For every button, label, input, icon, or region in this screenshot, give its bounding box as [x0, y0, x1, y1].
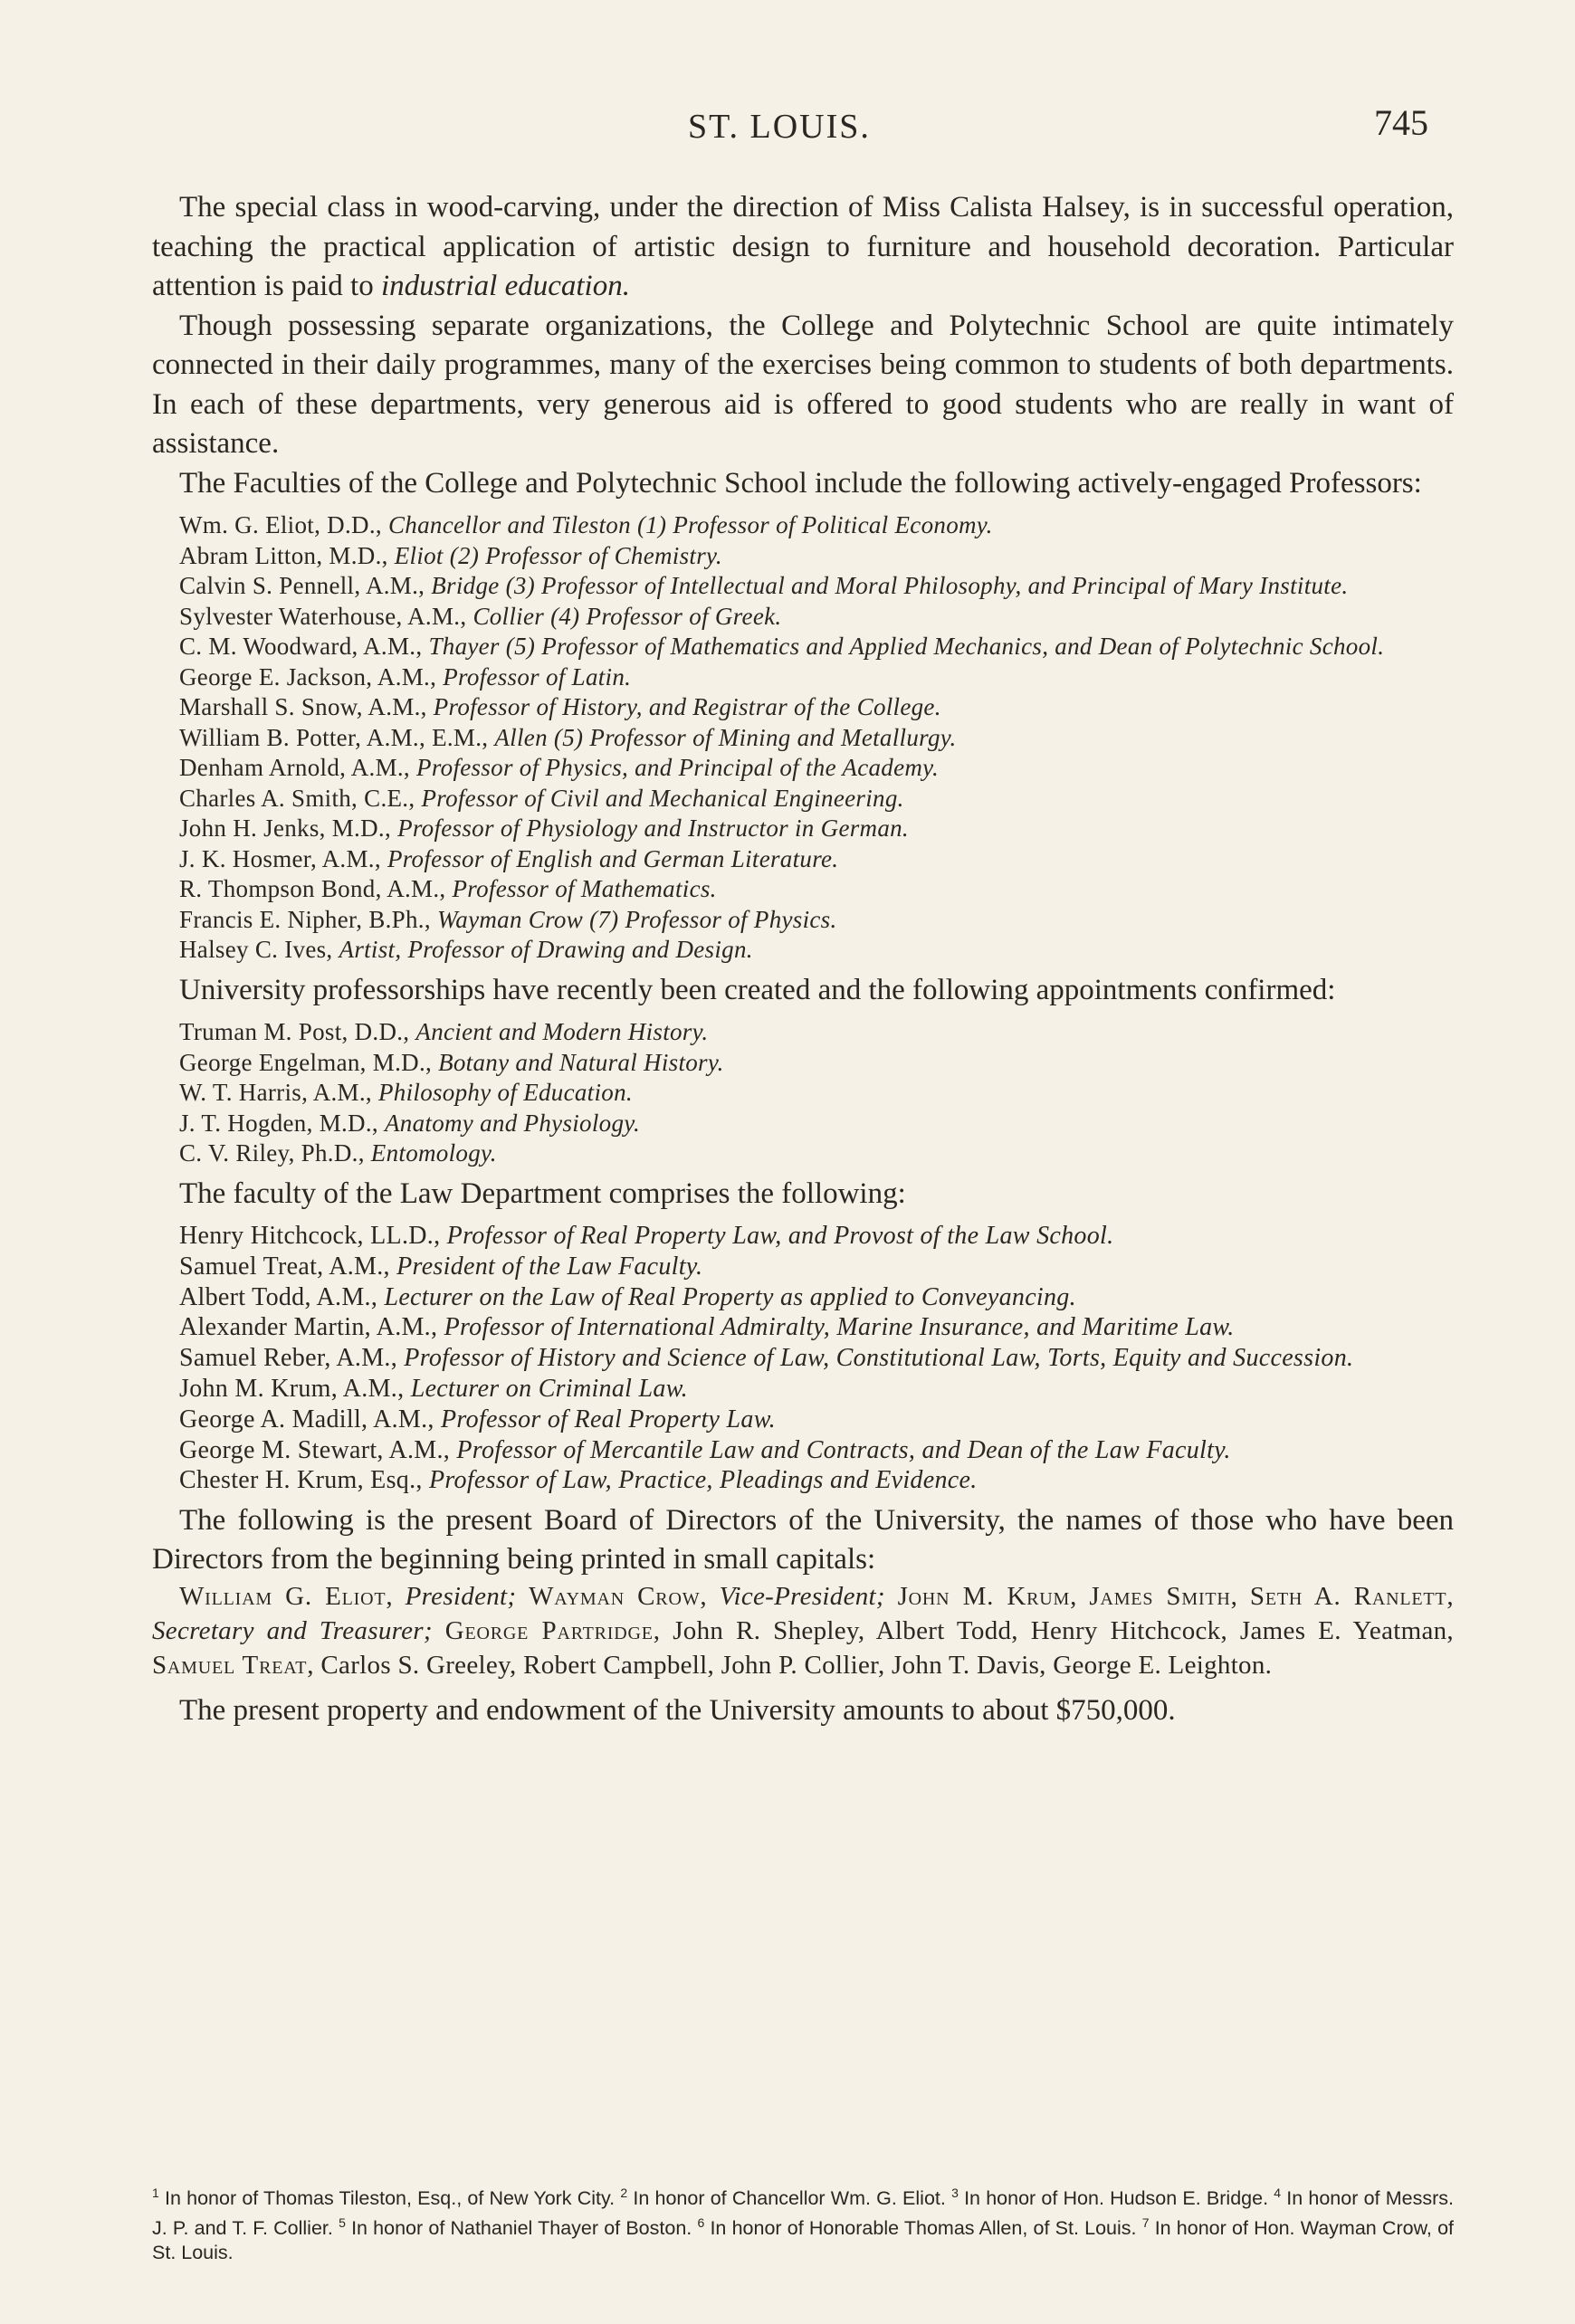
directors-list: William G. Eliot, President; Wayman Crow, Vice-President; John M. Krum, James Smith, Seth A. Ranlett, Secretary and Treasurer; George Partridge, John R. Shepley, Albert Todd, Henry Hitchcock, James E. Yeatman, Samuel Treat, Carlos S. Greeley, Robert Campbell, John P. Collier, John T. Davis, George E. Leighton. [152, 1582, 1454, 1681]
law-faculty-entry [179, 1282, 1454, 1313]
running-title: ST. LOUIS. [688, 108, 871, 146]
director-role: Vice-President; [719, 1582, 885, 1612]
professor-name: William B. Potter, A.M., E.M., [179, 723, 495, 751]
faculty-name: George A. Madill, A.M., [179, 1405, 442, 1433]
professor-entry [179, 784, 1454, 814]
law-faculty-entry [179, 1343, 1454, 1374]
director-role: President; [405, 1582, 517, 1612]
paragraph-board-of-directors: The following is the present Board of Directors of the University, the names of those who have been Directors from the beginning being printed in small capitals: [152, 1504, 1454, 1576]
faculty-name: George M. Stewart, A.M., [179, 1435, 457, 1464]
faculty-title: President of the Law Faculty. [396, 1252, 703, 1281]
body-text [152, 188, 1454, 1731]
law-faculty-entry [179, 1465, 1454, 1496]
professor-entry [179, 874, 1454, 905]
professor-entry [179, 571, 1454, 602]
professor-title: Professor of Civil and Mechanical Engineering. [421, 784, 904, 812]
professor-name: C. M. Woodward, A.M., [179, 633, 429, 660]
paragraph-wood-carving [152, 188, 1454, 307]
footnote-number: 7 [1141, 2215, 1150, 2231]
professor-name: Wm. G. Eliot, D.D., [179, 511, 388, 538]
director-role: Secretary and Treasurer; [152, 1616, 433, 1646]
footnote-number: 3 [951, 2186, 959, 2200]
faculty-title: Lecturer on Criminal Law. [410, 1374, 688, 1403]
professor-name: Denham Arnold, A.M., [179, 754, 417, 781]
faculty-name: Henry Hitchcock, LL.D., [179, 1222, 447, 1250]
footnote-text: In honor of Thomas Tileston, Esq., of New York City. [165, 2187, 616, 2210]
professor-title: Botany and Natural History. [438, 1048, 724, 1076]
professor-name: J. K. Hosmer, A.M., [179, 844, 387, 872]
faculty-title: Professor of Mercantile Law and Contracts, and Dean of the Law Faculty. [456, 1435, 1231, 1464]
director-name: Wayman Crow [529, 1582, 701, 1612]
page-number: 745 [1374, 102, 1428, 143]
footnote-number: 6 [697, 2215, 705, 2231]
professor-name: Francis E. Nipher, B.Ph., [179, 905, 437, 933]
faculty-name: Albert Todd, A.M., [179, 1282, 385, 1311]
faculty-name: Samuel Reber, A.M., [179, 1344, 405, 1373]
professor-title: Professor of Physics, and Principal of the Academy. [416, 754, 940, 781]
director-name: George Partridge [444, 1616, 654, 1646]
director-name: John M. Krum [897, 1582, 1071, 1612]
professor-name: W. T. Harris, A.M., [179, 1079, 378, 1106]
professor-name: Truman M. Post, D.D., [179, 1018, 416, 1045]
professor-entry [179, 1048, 1454, 1079]
professor-title: Philosophy of Education. [378, 1079, 633, 1106]
paragraph-faculties: The Faculties of the College and Polytechnic School include the following actively-engaged Professors: [179, 466, 1422, 500]
director-name: James Smith [1089, 1582, 1231, 1612]
law-faculty-entry [179, 1221, 1454, 1252]
professor-title: Ancient and Modern History. [415, 1018, 709, 1045]
law-faculty-entry [179, 1405, 1454, 1435]
professor-entry [179, 1109, 1454, 1139]
director-name: Seth A. Ranlett [1249, 1582, 1447, 1612]
professor-title: Professor of Mathematics. [452, 875, 717, 902]
paragraph-organizations: Though possessing separate organizations, the College and Polytechnic School are quite intimately connected in their daily programmes, many of the exercises being common to students of both departments. In each of these departments, very generous aid is offered to good students who are really in want of assistance. [152, 309, 1454, 460]
faculty-name: Samuel Treat, A.M., [179, 1252, 397, 1281]
law-faculty-entry [179, 1312, 1454, 1343]
law-faculty-entry [179, 1374, 1454, 1405]
law-faculty-entry [179, 1252, 1454, 1282]
faculty-title: Professor of History and Science of Law, Constitutional Law, Torts, Equity and Succession. [404, 1344, 1354, 1373]
faculty-title: Professor of Real Property Law. [441, 1405, 776, 1433]
professors-list [152, 510, 1454, 966]
footnote-number: 4 [1274, 2186, 1282, 2200]
footnote-number: 5 [339, 2215, 346, 2231]
footnote-number: 2 [620, 2186, 628, 2200]
professor-title: Collier (4) Professor of Greek. [472, 602, 782, 630]
law-faculty-entry [179, 1435, 1454, 1466]
professor-name: R. Thompson Bond, A.M., [179, 875, 453, 902]
paragraph-property: The present property and endowment of the University amounts to about $750,000. [179, 1694, 1176, 1728]
professor-title: Professor of English and German Literature. [387, 844, 839, 872]
professor-entry [179, 602, 1454, 633]
professor-entry [179, 814, 1454, 844]
professor-entry [179, 692, 1454, 723]
paragraph-university-professorships: University professorships have recently been created and the following appointments confirmed: [179, 973, 1336, 1006]
footnote-text: In honor of Chancellor Wm. G. Eliot. [633, 2187, 946, 2210]
running-head [0, 102, 1575, 161]
professor-name: J. T. Hogden, M.D., [179, 1109, 385, 1137]
professor-name: John H. Jenks, M.D., [179, 814, 398, 842]
professor-name: Calvin S. Pennell, A.M., [179, 572, 432, 599]
professor-title: Professor of History, and Registrar of the College. [433, 693, 941, 720]
professor-entry [179, 662, 1454, 693]
professor-title: Eliot (2) Professor of Chemistry. [394, 541, 722, 569]
professor-entry [179, 844, 1454, 875]
faculty-title: Professor of Real Property Law, and Provost of the Law School. [446, 1222, 1114, 1250]
footnote-text: In honor of Hon. Wayman Crow, of St. Louis. [152, 2217, 1454, 2264]
professor-entry [179, 541, 1454, 572]
professor-entry [179, 753, 1454, 784]
director-names: Carlos S. Greeley, Robert Campbell, John P. Collier, John T. Davis, George E. Leighton. [320, 1651, 1273, 1681]
professor-title: Entomology. [370, 1139, 497, 1167]
director-name: William G. Eliot [179, 1582, 387, 1612]
professor-entry [179, 723, 1454, 754]
professor-entry [179, 1078, 1454, 1109]
faculty-name: Alexander Martin, A.M., [179, 1313, 444, 1342]
professor-title: Chancellor and Tileston (1) Professor of Political Economy. [387, 511, 993, 538]
professor-title: Bridge (3) Professor of Intellectual and Moral Philosophy, and Principal of Mary Institute. [431, 572, 1349, 599]
professor-entry [179, 905, 1454, 936]
footnote-number: 1 [152, 2186, 159, 2200]
faculty-name: Chester H. Krum, Esq., [179, 1466, 429, 1495]
professor-entry [179, 510, 1454, 541]
professor-title: Wayman Crow (7) Professor of Physics. [436, 905, 837, 933]
professor-title: Allen (5) Professor of Mining and Metallurgy. [494, 723, 957, 751]
director-name: Samuel Treat [152, 1651, 308, 1681]
professor-entry [179, 632, 1454, 662]
professor-name: Marshall S. Snow, A.M., [179, 693, 434, 720]
footnotes [152, 2181, 1454, 2265]
professor-name: George E. Jackson, A.M., [179, 662, 444, 691]
footnote-text: In honor of Hon. Hudson E. Bridge. [964, 2187, 1269, 2210]
professor-name: Charles A. Smith, C.E., [179, 784, 422, 812]
law-faculty-list [152, 1221, 1454, 1496]
footnote-text: In honor of Honorable Thomas Allen, of St. Louis. [710, 2217, 1137, 2240]
professor-title: Professor of Physiology and Instructor in German. [397, 814, 909, 842]
professor-name: C. V. Riley, Ph.D., [179, 1139, 371, 1167]
faculty-title: Professor of Law, Practice, Pleadings and Evidence. [428, 1466, 978, 1495]
professor-title: Thayer (5) Professor of Mathematics and Applied Mechanics, and Dean of Polytechnic School. [428, 633, 1385, 660]
faculty-title: Professor of International Admiralty, Marine Insurance, and Maritime Law. [444, 1313, 1235, 1342]
professor-name: Halsey C. Ives, [179, 936, 339, 963]
footnote-text: In honor of Messrs. J. P. and T. F. Collier. [152, 2187, 1454, 2240]
faculty-title: Lecturer on the Law of Real Property as applied to Conveyancing. [384, 1282, 1076, 1311]
footnote-text: In honor of Nathaniel Thayer of Boston. [351, 2217, 692, 2240]
paragraph-law-faculty: The faculty of the Law Department comprises the following: [179, 1176, 906, 1210]
professor-name: Sylvester Waterhouse, A.M., [179, 602, 473, 630]
professor-entry [179, 1017, 1454, 1048]
professor-title: Professor of Latin. [443, 662, 632, 691]
university-professors-list [152, 1017, 1454, 1169]
director-names: John R. Shepley, Albert Todd, Henry Hitchcock, James E. Yeatman, [673, 1616, 1454, 1646]
professor-name: George Engelman, M.D., [179, 1048, 439, 1076]
paragraph-text: The special class in wood-carving, under the direction of Miss Calista Halsey, is in successful operation, teaching the practical application of artistic design to furniture and household decoration. Particular attention is paid to [152, 191, 1454, 302]
faculty-name: John M. Krum, A.M., [179, 1374, 411, 1403]
professor-name: Abram Litton, M.D., [179, 541, 395, 569]
professor-entry [179, 1138, 1454, 1169]
professor-title: Artist, Professor of Drawing and Design. [339, 936, 753, 963]
emphasis-text: industrial education. [380, 270, 630, 302]
professor-title: Anatomy and Physiology. [385, 1109, 641, 1137]
professor-entry [179, 935, 1454, 966]
